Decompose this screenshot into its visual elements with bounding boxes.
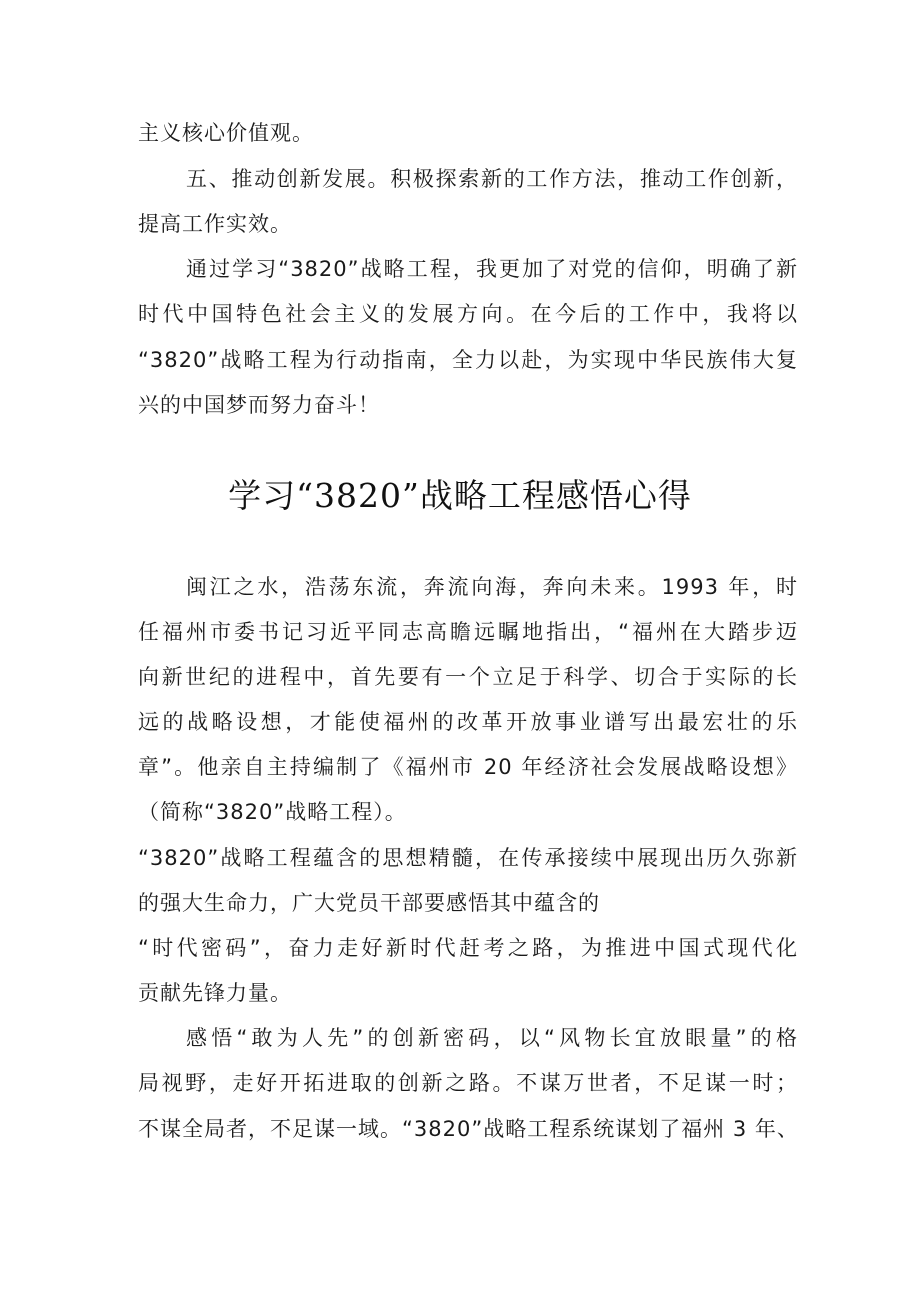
text-line: 章”。他亲自主持编制了《福州市 20 年经济社会发展战略设想》 xyxy=(138,755,798,779)
text-line: 任福州市委书记习近平同志高瞻远瞩地指出，“福州在大踏步迈 xyxy=(138,620,798,644)
text-line: 贡献先锋力量。 xyxy=(138,981,292,1005)
text-line: 兴的中国梦而努力奋斗！ xyxy=(138,393,380,417)
text-line: 五、推动创新发展。积极探索新的工作方法，推动工作创新， xyxy=(186,167,798,191)
text-line: 局视野，走好开拓进取的创新之路。不谋万世者，不足谋一时； xyxy=(138,1071,798,1095)
text-line: 通过学习“3820”战略工程，我更加了对党的信仰，明确了新 xyxy=(186,257,798,281)
text-line: 向新世纪的进程中，首先要有一个立足于科学、切合于实际的长 xyxy=(138,665,798,689)
text-line: 时代中国特色社会主义的发展方向。在今后的工作中，我将以 xyxy=(138,302,798,326)
text-line: 远的战略设想，才能使福州的改革开放事业谱写出最宏壮的乐 xyxy=(138,710,798,734)
text-line: “时代密码”，奋力走好新时代赶考之路，为推进中国式现代化 xyxy=(138,936,798,960)
text-line: 提高工作实效。 xyxy=(138,212,292,236)
text-line: “3820”战略工程蕴含的思想精髓，在传承接续中展现出历久弥新 xyxy=(138,846,798,870)
text-line: “3820”战略工程为行动指南，全力以赴，为实现中华民族伟大复 xyxy=(138,348,798,372)
text-line: （简称“3820”战略工程）。 xyxy=(138,800,407,824)
text-line: 闽江之水，浩荡东流，奔流向海，奔向未来。1993 年，时 xyxy=(186,575,798,599)
text-line: 不谋全局者，不足谋一域。“3820”战略工程系统谋划了福州 3 年、 xyxy=(138,1117,799,1141)
document-title: 学习“3820”战略工程感悟心得 xyxy=(228,476,692,515)
text-line: 感悟“敢为人先”的创新密码，以“风物长宜放眼量”的格 xyxy=(186,1026,798,1050)
text-line: 的强大生命力，广大党员干部要感悟其中蕴含的 xyxy=(138,891,600,915)
text-line: 主义核心价值观。 xyxy=(138,121,314,145)
